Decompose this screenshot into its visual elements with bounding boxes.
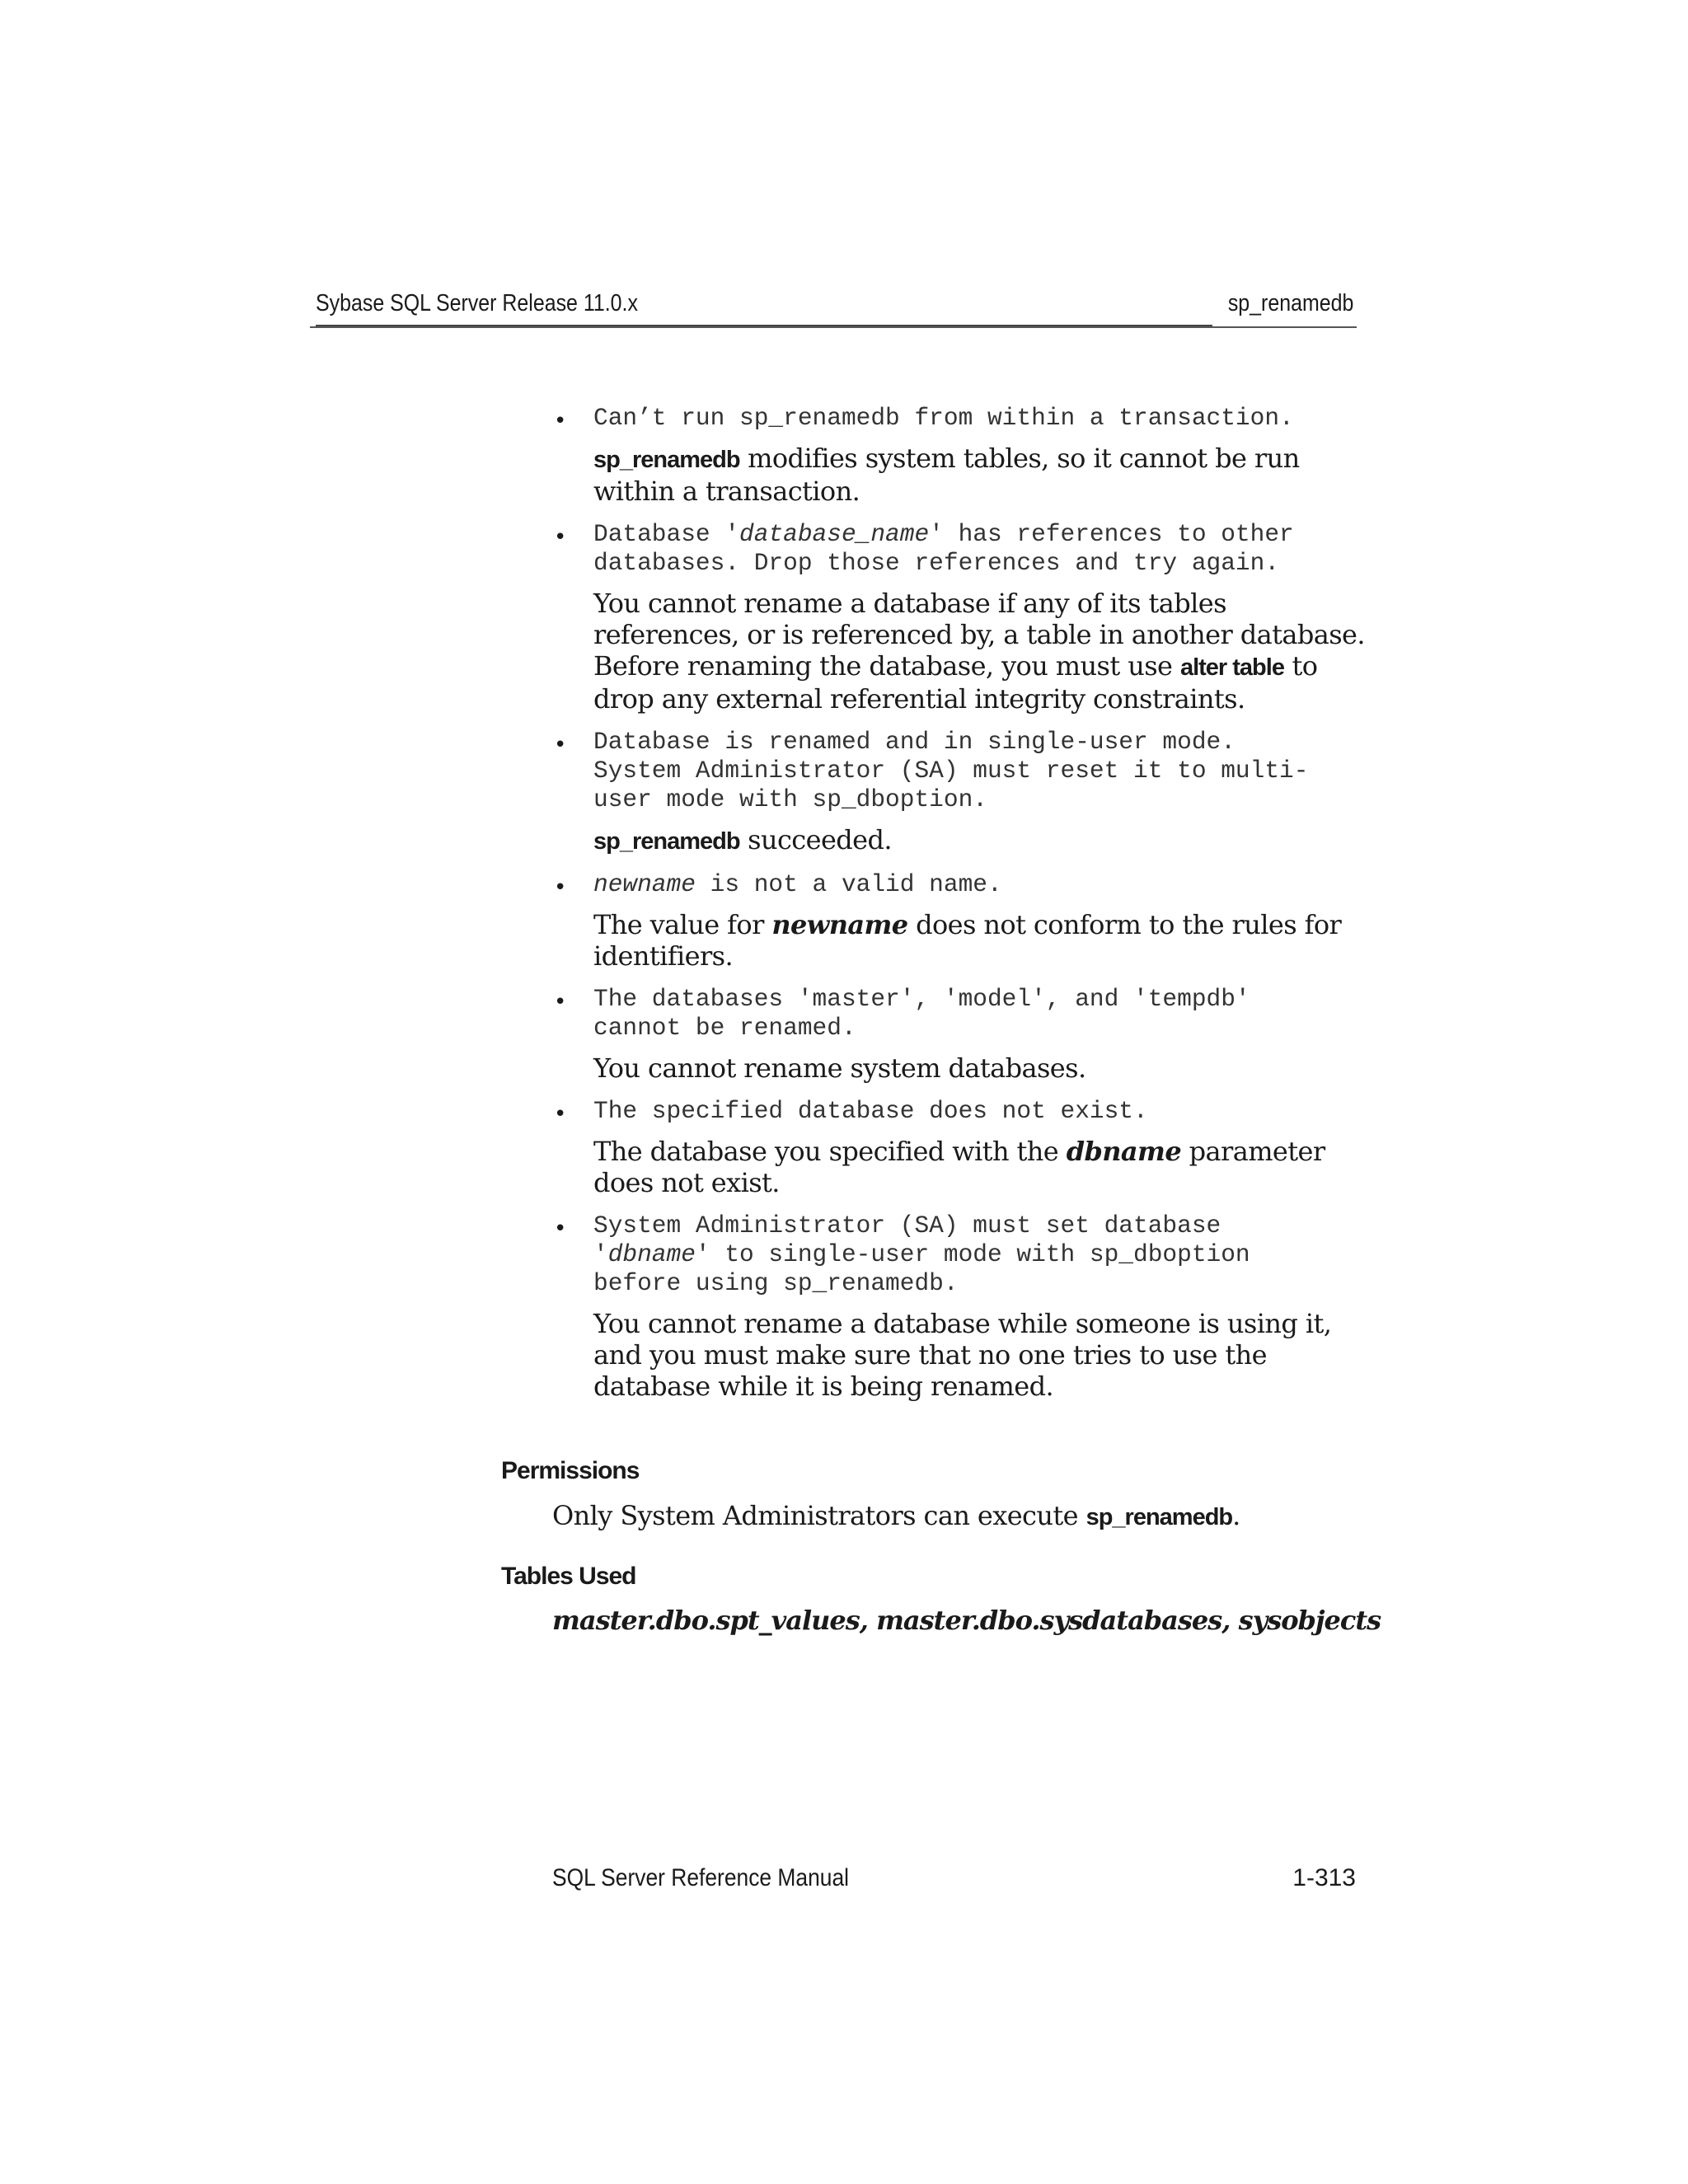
code-text: ' to single-user mode with sp_dboption before using sp_renamedb.: [593, 1240, 1250, 1297]
bullet-icon: •: [554, 525, 567, 550]
command-name: sp_renamedb: [593, 447, 740, 473]
error-message: [593, 1212, 1368, 1298]
message-description: [593, 909, 1368, 972]
description-text: succeeded.: [739, 824, 892, 855]
running-header: [316, 290, 1212, 326]
permissions-heading: Permissions: [501, 1457, 640, 1484]
description-text: to drop any external referential integrity constraints.: [593, 650, 1318, 715]
code-text: is not a valid name.: [695, 870, 1002, 898]
description-text: modifies system tables, so it cannot be run within a transaction.: [593, 443, 1300, 507]
list-item: [544, 728, 1368, 857]
bullet-icon: •: [554, 990, 567, 1015]
code-placeholder: database_name: [739, 520, 930, 548]
error-message: The databases 'master', 'model', and 'tempdb' cannot be renamed.: [593, 985, 1250, 1042]
list-item: [544, 985, 1368, 1084]
message-description: [593, 824, 1368, 857]
description-text: does not conform to the rules for identifiers.: [593, 909, 1342, 972]
permissions-text: [552, 1500, 1240, 1531]
header-title: Sybase SQL Server Release 11.0.x: [316, 290, 638, 316]
bullet-icon: •: [554, 1102, 567, 1127]
list-item: [544, 520, 1368, 715]
parameter-name: dbname: [1066, 1136, 1182, 1167]
description-text: The value for: [593, 909, 772, 940]
description-text: The database you specified with the: [593, 1136, 1067, 1167]
command-name: alter table: [1179, 654, 1284, 681]
code-placeholder: newname: [593, 870, 696, 898]
command-name: sp_renamedb: [1085, 1504, 1233, 1530]
message-description: [593, 588, 1368, 715]
message-description: You cannot rename system databases.: [593, 1052, 1086, 1084]
tables-used-heading: Tables Used: [501, 1563, 636, 1590]
list-item: [544, 1212, 1368, 1402]
error-message: The specified database does not exist.: [593, 1097, 1148, 1125]
list-item: [544, 404, 1368, 507]
error-message: Can’t run sp_renamedb from within a transaction.: [593, 404, 1294, 432]
code-text: Database ': [593, 520, 740, 548]
bullet-icon: •: [554, 733, 567, 757]
list-item: [544, 870, 1368, 972]
code-text: System Administrator (SA) must set database ': [593, 1212, 1221, 1268]
code-text: ' has references to other databases. Drop those references and try again.: [593, 520, 1294, 577]
bullet-icon: •: [554, 875, 567, 900]
message-description: [593, 443, 1368, 507]
permissions-sentence: Only System Administrators can execute: [552, 1500, 1086, 1531]
error-message: Database is renamed and in single-user mode. System Administrator (SA) must reset it to multi- user mode with sp_dboption.: [593, 728, 1309, 813]
parameter-name: newname: [771, 909, 908, 940]
list-item: [544, 1097, 1368, 1198]
messages-list: [544, 404, 1368, 1415]
message-description: You cannot rename a database while someone is using it, and you must make sure that no one tries to use the database while it is being renamed.: [593, 1308, 1332, 1402]
message-description: [593, 1136, 1368, 1198]
error-message: [593, 520, 1368, 578]
header-rule: [310, 326, 1357, 328]
bullet-icon: •: [554, 1216, 567, 1241]
tables-used-list: master.dbo.spt_values, master.dbo.sysdatabases, sysobjects: [552, 1605, 1381, 1636]
description-text: parameter does not exist.: [593, 1136, 1325, 1198]
footer-title: SQL Server Reference Manual: [552, 1864, 850, 1891]
permissions-period: .: [1232, 1500, 1240, 1531]
header-section-name: sp_renamedb: [1227, 290, 1353, 316]
page-number: 1-313: [1292, 1864, 1356, 1891]
code-placeholder: dbname: [607, 1240, 696, 1268]
command-name: sp_renamedb: [593, 828, 740, 855]
error-message: [593, 870, 1368, 899]
description-text: You cannot rename a database if any of its tables references, or is referenced by, a table in another database. Before renaming the database, you must use: [593, 588, 1365, 682]
bullet-icon: •: [554, 409, 567, 434]
